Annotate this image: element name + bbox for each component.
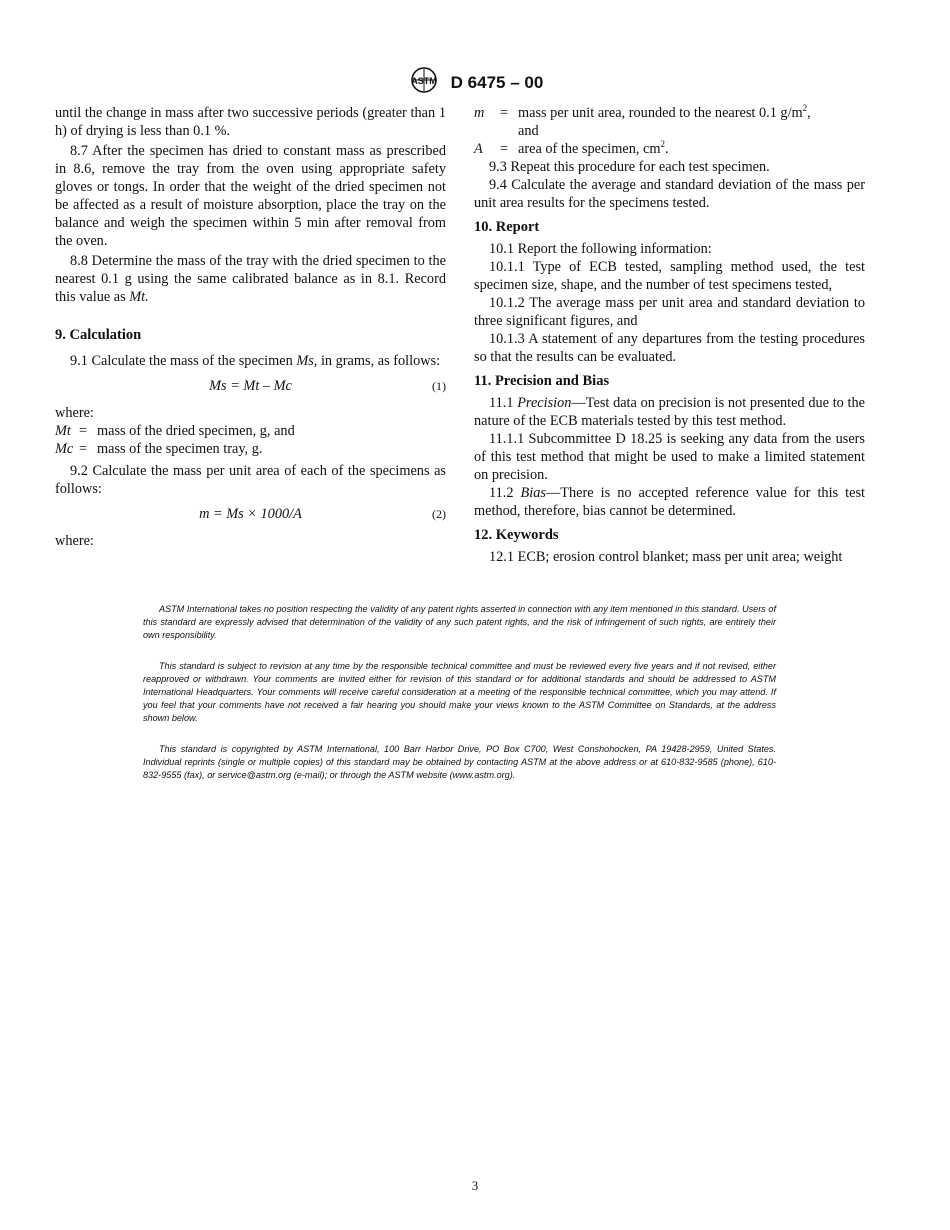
paragraph-8-8: 8.8 Determine the mass of the tray with the dried specimen to the nearest 0.1 g using the same calibrated balance as in 8.1. Record this value as Mt. <box>55 253 446 305</box>
definition-symbol: Mt <box>55 423 71 439</box>
definition-text: mass per unit area, rounded to the nearest 0.1 $g/m^2$, and <box>518 103 811 139</box>
section-heading-9: 9. Calculation <box>55 327 142 343</box>
page-number: 3 <box>471 1178 479 1193</box>
definition-equals: = <box>500 105 509 121</box>
equation-1-number: (1) <box>432 379 446 393</box>
paragraph-11-2: 11.2 Bias—There is no accepted reference value for this test method, therefore, bias cannot be determined. <box>474 485 865 519</box>
right-column <box>474 104 865 566</box>
footnote-patent: ASTM International takes no position respecting the validity of any patent rights asserted in connection with any item mentioned in this standard. Users of this standard are expressly advised that determination of the validity of any such patent rights, and the risk of infringement of such rights, are entirely their own responsibility. <box>143 604 776 640</box>
paragraph-10-1-3: 10.1.3 A statement of any departures from the testing procedures so that the results can be evaluated. <box>474 331 865 365</box>
paragraph-9-4: 9.4 Calculate the average and standard deviation of the mass per unit area results for the specimens tested. <box>474 177 865 211</box>
definition-text: mass of the specimen tray, g. <box>97 441 263 457</box>
paragraph-8-6-continued: until the change in mass after two successive periods (greater than 1 h) of drying is less than 0.1 %. <box>55 105 446 139</box>
paragraph-11-1-1: 11.1.1 Subcommittee D 18.25 is seeking any data from the users of this test method that might be used to make a limited statement on precision. <box>474 431 865 483</box>
paragraph-10-1-2: 10.1.2 The average mass per unit area and standard deviation to three significant figures, and <box>474 295 865 329</box>
paragraph-9-1: 9.1 Calculate the mass of the specimen Ms, in grams, as follows: <box>70 353 441 369</box>
definition-symbol: A <box>474 141 483 157</box>
definition-symbol: m <box>474 105 485 121</box>
equation-1-expression: Ms = Mt – Mc <box>209 378 292 394</box>
where-label-2: where: <box>55 533 94 549</box>
definition-equals: = <box>79 423 88 439</box>
paragraph-8-7: 8.7 After the specimen has dried to constant mass as prescribed in 8.6, remove the tray from the oven using appropriate safety gloves or tongs. In order that the weight of the dried specimen not be affected as a result of moisture absorption, place the tray on the balance and weigh the specimen within 5 min after removal from the oven. <box>55 143 446 249</box>
footnote-revision: This standard is subject to revision at any time by the responsible technical committee and must be reviewed every five years and if not revised, either reapproved or withdrawn. Your comments are invited either for revision of this standard or for additional standards and should be addressed to ASTM International Headquarters. Your comments will receive careful consideration at a meeting of the responsible technical committee, which you may attend. If you feel that your comments have not received a fair hearing you should make your views known to the ASTM Committee on Standards, at the address shown below. <box>143 661 776 723</box>
definitions-list-2 <box>474 104 865 158</box>
section-heading-10: 10. Report <box>474 219 540 235</box>
paragraph-12-1: 12.1 ECB; erosion control blanket; mass per unit area; weight <box>489 549 843 565</box>
definition-text: area of the specimen, $cm^2$. <box>518 139 669 157</box>
paragraph-11-1: 11.1 Precision—Test data on precision is not presented due to the nature of the ECB materials tested by this test method. <box>474 395 865 429</box>
definition-symbol: Mc <box>55 441 74 457</box>
paragraph-9-2: 9.2 Calculate the mass per unit area of each of the specimens as follows: <box>55 463 446 497</box>
equation-2-number: (2) <box>432 507 446 521</box>
definitions-list-1 <box>55 422 446 458</box>
section-heading-12: 12. Keywords <box>474 527 559 543</box>
paragraph-10-1: 10.1 Report the following information: <box>489 241 712 257</box>
page-header <box>0 66 950 99</box>
document-designation: D 6475 – 00 <box>450 72 544 92</box>
definition-equals: = <box>500 141 509 157</box>
equation-2 <box>55 502 446 526</box>
footnote-copyright: This standard is copyrighted by ASTM International, 100 Barr Harbor Drive, PO Box C700, West Conshohocken, PA 19428-2959, United States. Individual reprints (single or multiple copies) of this standard may be obtained by contacting ASTM at the above address or at 610-832-9585 (phone), 610-832-9555 (fax), or service@astm.org (e-mail); or through the ASTM website (www.astm.org). <box>143 744 776 780</box>
paragraph-9-3: 9.3 Repeat this procedure for each test specimen. <box>489 159 770 175</box>
svg-text:ASTM: ASTM <box>410 76 437 86</box>
equation-2-expression: m = Ms × 1000/A <box>199 506 302 522</box>
section-heading-11: 11. Precision and Bias <box>474 373 610 389</box>
left-column <box>55 104 446 550</box>
equation-1 <box>55 374 446 398</box>
paragraph-10-1-1: 10.1.1 Type of ECB tested, sampling method used, the test specimen size, shape, and the number of test specimens tested, <box>474 259 865 293</box>
where-label-1: where: <box>55 405 94 421</box>
footnotes <box>143 603 776 800</box>
astm-logo <box>407 66 441 99</box>
definition-equals: = <box>79 441 88 457</box>
definition-text: mass of the dried specimen, g, and <box>97 423 295 439</box>
